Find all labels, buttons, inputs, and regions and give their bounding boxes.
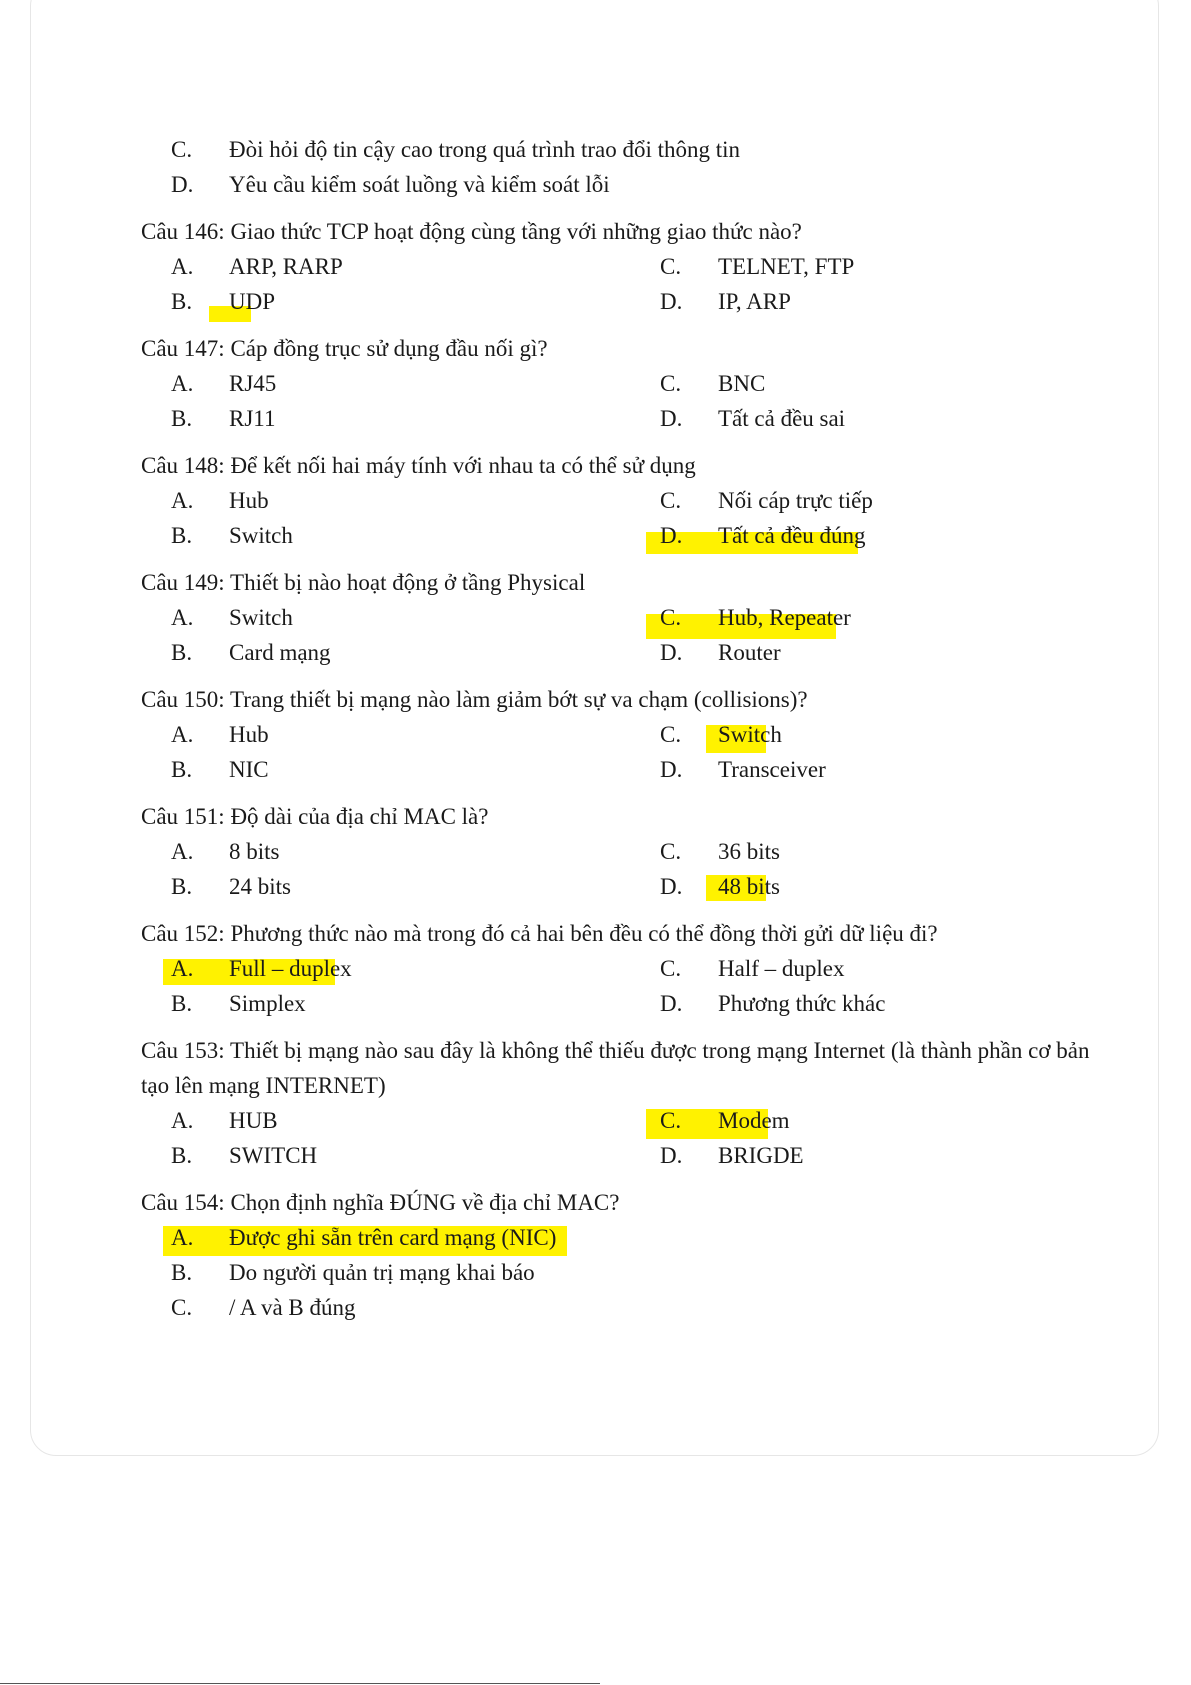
- question-146-title: Câu 146: Giao thức TCP hoạt động cùng tầng với những giao thức nào?: [141, 219, 802, 244]
- option-letter: A.: [171, 1225, 194, 1250]
- option-letter: C.: [171, 1295, 193, 1320]
- option-b: [171, 284, 275, 319]
- option-b: [171, 1255, 535, 1290]
- option-text: Hub: [229, 722, 269, 747]
- option-text: SWITCH: [229, 1143, 318, 1168]
- option-text: IP, ARP: [718, 289, 791, 314]
- option-row: [141, 869, 1101, 904]
- option-d: [660, 518, 866, 553]
- option-text: BNC: [718, 371, 766, 396]
- option-row: [141, 284, 1101, 319]
- option-row: [141, 401, 1101, 436]
- option-text: Card mạng: [229, 640, 331, 665]
- option-letter: C.: [660, 371, 682, 396]
- option-d: [660, 284, 791, 319]
- option-b: [171, 752, 269, 787]
- option-d: [660, 752, 826, 787]
- option-letter: C.: [660, 488, 682, 513]
- option-letter: B.: [171, 289, 193, 314]
- option-row: [141, 483, 1101, 518]
- option-text: Phương thức khác: [718, 991, 886, 1016]
- option-a: [171, 249, 343, 284]
- option-letter: C.: [660, 956, 682, 981]
- option-d: [660, 869, 780, 904]
- option-c: [171, 132, 740, 167]
- option-letter: B.: [171, 523, 193, 548]
- option-letter: D.: [660, 1143, 683, 1168]
- option-row: [141, 986, 1101, 1021]
- option-text: Full – duplex: [229, 956, 352, 981]
- question-154-title: Câu 154: Chọn định nghĩa ĐÚNG về địa chỉ MAC?: [141, 1190, 620, 1215]
- option-row: [141, 600, 1101, 635]
- option-row: [141, 366, 1101, 401]
- option-letter: B.: [171, 757, 193, 782]
- option-c: [660, 600, 851, 635]
- option-text: Simplex: [229, 991, 306, 1016]
- option-text: 8 bits: [229, 839, 280, 864]
- option-text: Tất cả đều đúng: [718, 523, 866, 548]
- option-text: Tất cả đều sai: [718, 406, 846, 431]
- option-letter: A.: [171, 254, 194, 279]
- option-letter: D.: [660, 640, 683, 665]
- option-row: [141, 717, 1101, 752]
- option-d: [660, 986, 885, 1021]
- option-a: [171, 483, 269, 518]
- option-text: BRIGDE: [718, 1143, 804, 1168]
- option-row: [141, 167, 1101, 202]
- option-c: [660, 1103, 790, 1138]
- option-b: [171, 518, 293, 553]
- option-text: Hub, Repeater: [718, 605, 851, 630]
- option-a: [171, 1220, 556, 1255]
- option-a: [171, 834, 279, 869]
- option-row: [141, 518, 1101, 553]
- option-letter: C.: [660, 839, 682, 864]
- option-text: Được ghi sẵn trên card mạng (NIC): [229, 1225, 557, 1250]
- option-row: [141, 1138, 1101, 1173]
- option-text: UDP: [229, 289, 276, 314]
- quiz-content: [141, 132, 1101, 1325]
- option-text: Đòi hỏi độ tin cậy cao trong quá trình trao đổi thông tin: [229, 137, 741, 162]
- option-text: Modem: [718, 1108, 790, 1133]
- option-text: Yêu cầu kiểm soát luồng và kiểm soát lỗi: [229, 172, 610, 197]
- option-text: Switch: [718, 722, 782, 747]
- option-letter: B.: [171, 874, 193, 899]
- option-text: 24 bits: [229, 874, 291, 899]
- option-text: Transceiver: [718, 757, 826, 782]
- option-letter: A.: [171, 956, 194, 981]
- option-letter: D.: [171, 172, 194, 197]
- option-letter: C.: [660, 605, 682, 630]
- question-147-title: Câu 147: Cáp đồng trục sử dụng đầu nối gì?: [141, 336, 548, 361]
- option-letter: A.: [171, 605, 194, 630]
- option-text: NIC: [229, 757, 269, 782]
- option-b: [171, 986, 306, 1021]
- option-a: [171, 717, 269, 752]
- option-text: HUB: [229, 1108, 278, 1133]
- question-148-title: Câu 148: Để kết nối hai máy tính với nhau ta có thể sử dụng: [141, 453, 696, 478]
- option-letter: D.: [660, 289, 683, 314]
- option-row: [141, 132, 1101, 167]
- option-text: Switch: [229, 523, 293, 548]
- option-letter: D.: [660, 406, 683, 431]
- option-b: [171, 401, 275, 436]
- option-b: [171, 1138, 317, 1173]
- option-text: TELNET, FTP: [718, 254, 855, 279]
- option-letter: A.: [171, 1108, 194, 1133]
- option-text: Do người quản trị mạng khai báo: [229, 1260, 535, 1285]
- question-153-title: Câu 153: Thiết bị mạng nào sau đây là không thể thiếu được trong mạng Internet (là thành phần cơ bản tạo lên mạng INTERNET): [141, 1038, 1090, 1098]
- option-a: [171, 366, 276, 401]
- option-c: [660, 483, 873, 518]
- option-b: [171, 869, 291, 904]
- option-text: 36 bits: [718, 839, 780, 864]
- option-text: Nối cáp trực tiếp: [718, 488, 873, 513]
- option-letter: C.: [660, 254, 682, 279]
- option-row: [141, 1290, 1101, 1325]
- option-letter: B.: [171, 1143, 193, 1168]
- option-c: [660, 834, 780, 869]
- option-c: [660, 717, 782, 752]
- option-c: [660, 951, 844, 986]
- option-text: 48 bits: [718, 874, 780, 899]
- option-letter: A.: [171, 839, 194, 864]
- option-letter: D.: [660, 991, 683, 1016]
- option-letter: A.: [171, 371, 194, 396]
- question-149-title: Câu 149: Thiết bị nào hoạt động ở tầng Physical: [141, 570, 586, 595]
- option-row: [141, 249, 1101, 284]
- option-row: [141, 951, 1101, 986]
- option-text: ARP, RARP: [229, 254, 343, 279]
- option-letter: D.: [660, 523, 683, 548]
- option-letter: B.: [171, 640, 193, 665]
- question-152-title: Câu 152: Phương thức nào mà trong đó cả hai bên đều có thể đồng thời gửi dữ liệu đi?: [141, 921, 938, 946]
- option-text: / A và B đúng: [229, 1295, 356, 1320]
- option-c: [660, 366, 765, 401]
- option-d: [660, 635, 781, 670]
- option-letter: A.: [171, 488, 194, 513]
- option-text: Switch: [229, 605, 293, 630]
- option-d: [660, 1138, 804, 1173]
- option-d: [660, 401, 845, 436]
- option-row: [141, 752, 1101, 787]
- option-a: [171, 1103, 278, 1138]
- option-row: [141, 635, 1101, 670]
- option-letter: D.: [660, 874, 683, 899]
- option-text: Hub: [229, 488, 269, 513]
- option-row: [141, 1103, 1101, 1138]
- option-row: [141, 1255, 1101, 1290]
- option-a: [171, 600, 293, 635]
- option-c: [660, 249, 854, 284]
- option-row: [141, 834, 1101, 869]
- option-b: [171, 635, 331, 670]
- option-text: Half – duplex: [718, 956, 845, 981]
- option-text: RJ45: [229, 371, 277, 396]
- option-text: RJ11: [229, 406, 276, 431]
- option-letter: B.: [171, 406, 193, 431]
- option-letter: C.: [171, 137, 193, 162]
- question-150-title: Câu 150: Trang thiết bị mạng nào làm giảm bớt sự va chạm (collisions)?: [141, 687, 808, 712]
- option-c: [171, 1290, 356, 1325]
- question-151-title: Câu 151: Độ dài của địa chỉ MAC là?: [141, 804, 489, 829]
- option-letter: C.: [660, 722, 682, 747]
- option-d: [171, 167, 610, 202]
- option-letter: D.: [660, 757, 683, 782]
- option-letter: C.: [660, 1108, 682, 1133]
- option-letter: B.: [171, 991, 193, 1016]
- option-row: [141, 1220, 1101, 1255]
- option-text: Router: [718, 640, 781, 665]
- option-letter: B.: [171, 1260, 193, 1285]
- option-a: [171, 951, 352, 986]
- bottom-divider: [0, 1683, 600, 1684]
- option-letter: A.: [171, 722, 194, 747]
